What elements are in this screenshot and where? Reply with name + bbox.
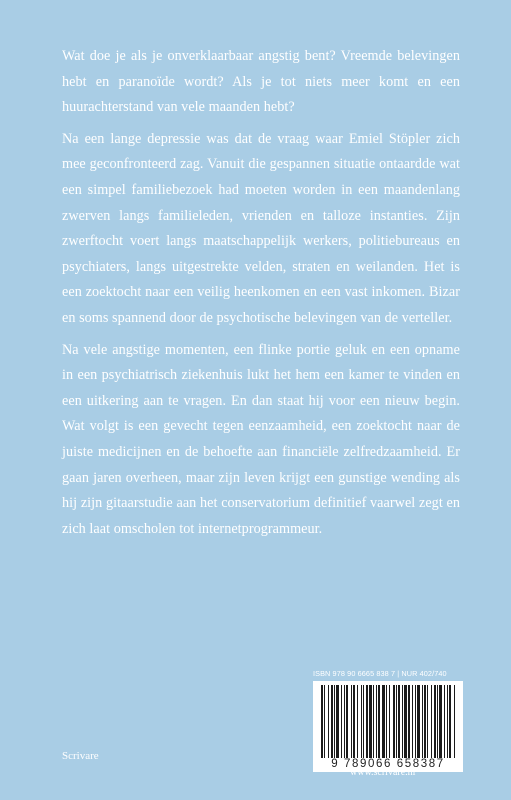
blurb-paragraph-1: Wat doe je als je onverklaarbaar angstig bent? Vreemde belevingen hebt en paranoïde wordt? Als je tot niets meer komt en een huurachterstand van vele maanden hebt? <box>62 48 460 116</box>
barcode-digits: 9 789066 658387 <box>315 758 461 771</box>
publisher-logo: Scrivare <box>62 750 99 762</box>
blurb-text <box>62 44 460 548</box>
blurb-paragraph-2: Na een lange depressie was dat de vraag waar Emiel Stöpler zich mee geconfronteerd zag. Vanuit die gespannen situatie ontaardde wat een simpel familiebezoek had moeten worden in een maandenlang zwerven langs familieleden, vrienden en talloze instanties. Zijn zwerftocht voert langs maatschappelijk werkers, politiebureaus en psychiaters, langs uitgestrekte velden, straten en weilanden. Het is een zoektocht naar een veilig heenkomen en een vast inkomen. Bizar en soms spannend door de psychotische belevingen van de verteller. <box>62 130 460 326</box>
blurb-paragraph-3: Na vele angstige momenten, een flinke portie geluk en een opname in een psychiatrisch ziekenhuis lukt het hem een kamer te vinden en een uitkering aan te vragen. En dan staat hij voor een nieuw begin. Wat volgt is een gevecht tegen eenzaamheid, een zoektocht naar de juiste medicijnen en de behoefte aan financiële zelfredzaamheid. Er gaan jaren overheen, maar zijn leven krijgt een gunstige wending als hij zijn gitaarstudie aan het conservatorium definitief vaarwel zegt en zich laat omscholen tot internetprogrammeur. <box>62 341 460 537</box>
website-url: www.scrivare.nl <box>350 767 416 778</box>
isbn-line: ISBN 978 90 6665 838 7 | NUR 402/740 <box>313 669 447 678</box>
barcode <box>313 681 463 772</box>
isbn-block <box>313 669 463 772</box>
